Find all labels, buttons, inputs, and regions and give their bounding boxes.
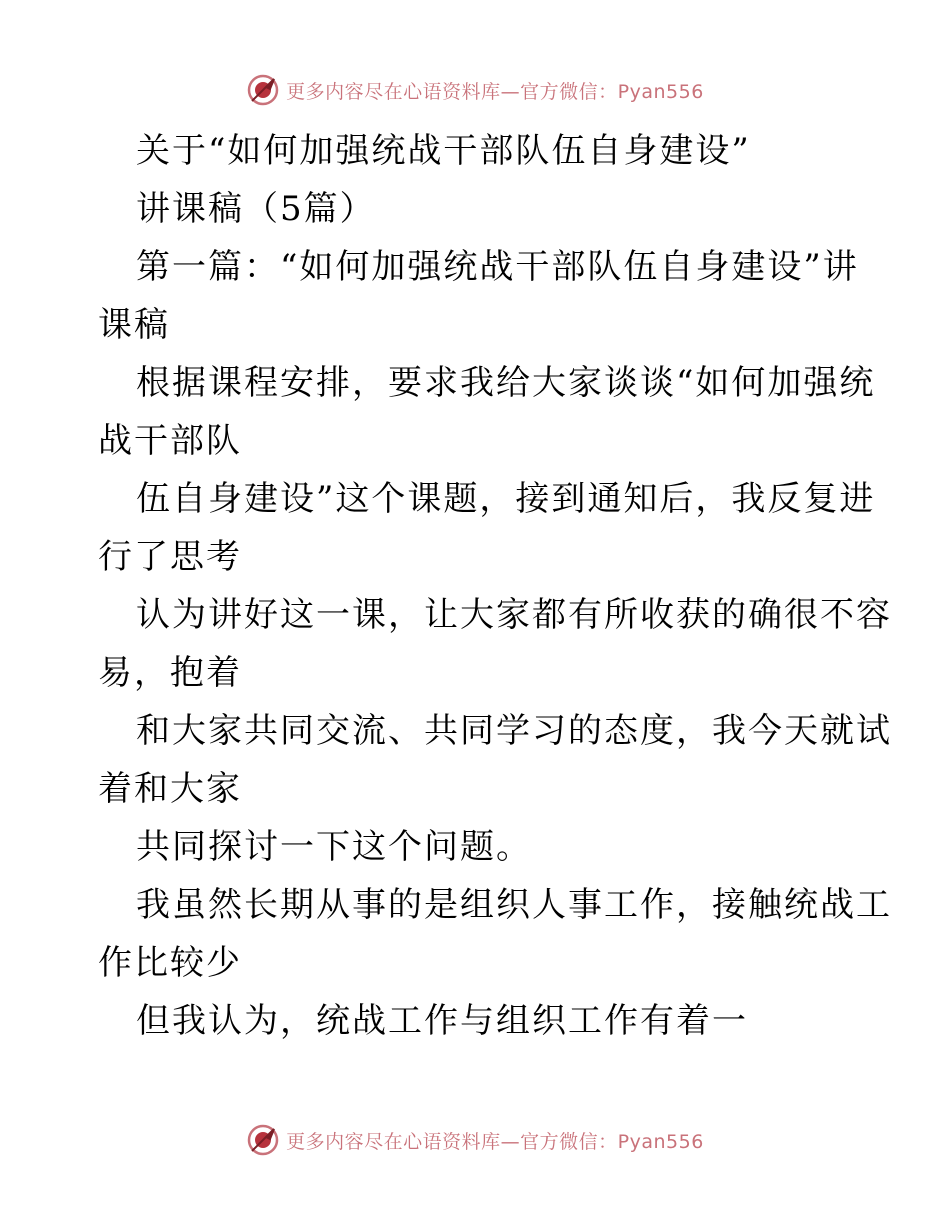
text-line: 作比较少	[98, 943, 242, 983]
text-line: 易，抱着	[98, 653, 242, 693]
quill-logo-icon	[246, 1123, 280, 1157]
text-line: 行了思考	[98, 537, 242, 577]
header-watermark-text: 更多内容尽在心语资料库—官方微信：Pyan556	[286, 80, 704, 103]
document-body	[98, 122, 892, 1050]
quill-logo-icon	[246, 73, 280, 107]
text-line: 伍自身建设”这个课题，接到通知后，我反复进	[136, 479, 876, 519]
text-line: 讲课稿（5篇）	[136, 189, 376, 229]
text-line: 和大家共同交流、共同学习的态度，我今天就试	[136, 711, 892, 751]
text-line: 我虽然长期从事的是组织人事工作，接触统战工	[136, 885, 892, 925]
text-line: 战干部队	[98, 421, 242, 461]
text-line: 第一篇：“如何加强统战干部队伍自身建设”讲	[136, 247, 859, 287]
text-line: 认为讲好这一课，让大家都有所收获的确很不容	[136, 595, 892, 635]
text-line: 但我认为，统战工作与组织工作有着一	[136, 1001, 748, 1041]
text-line: 共同探讨一下这个问题。	[136, 827, 532, 867]
text-line: 关于“如何加强统战干部队伍自身建设”	[136, 131, 751, 171]
header-watermark-banner	[0, 70, 950, 110]
text-line: 课稿	[98, 305, 170, 345]
footer-watermark-banner	[0, 1120, 950, 1160]
text-line: 着和大家	[98, 769, 242, 809]
footer-watermark-text: 更多内容尽在心语资料库—官方微信：Pyan556	[286, 1130, 704, 1153]
text-line: 根据课程安排，要求我给大家谈谈“如何加强统	[136, 363, 876, 403]
